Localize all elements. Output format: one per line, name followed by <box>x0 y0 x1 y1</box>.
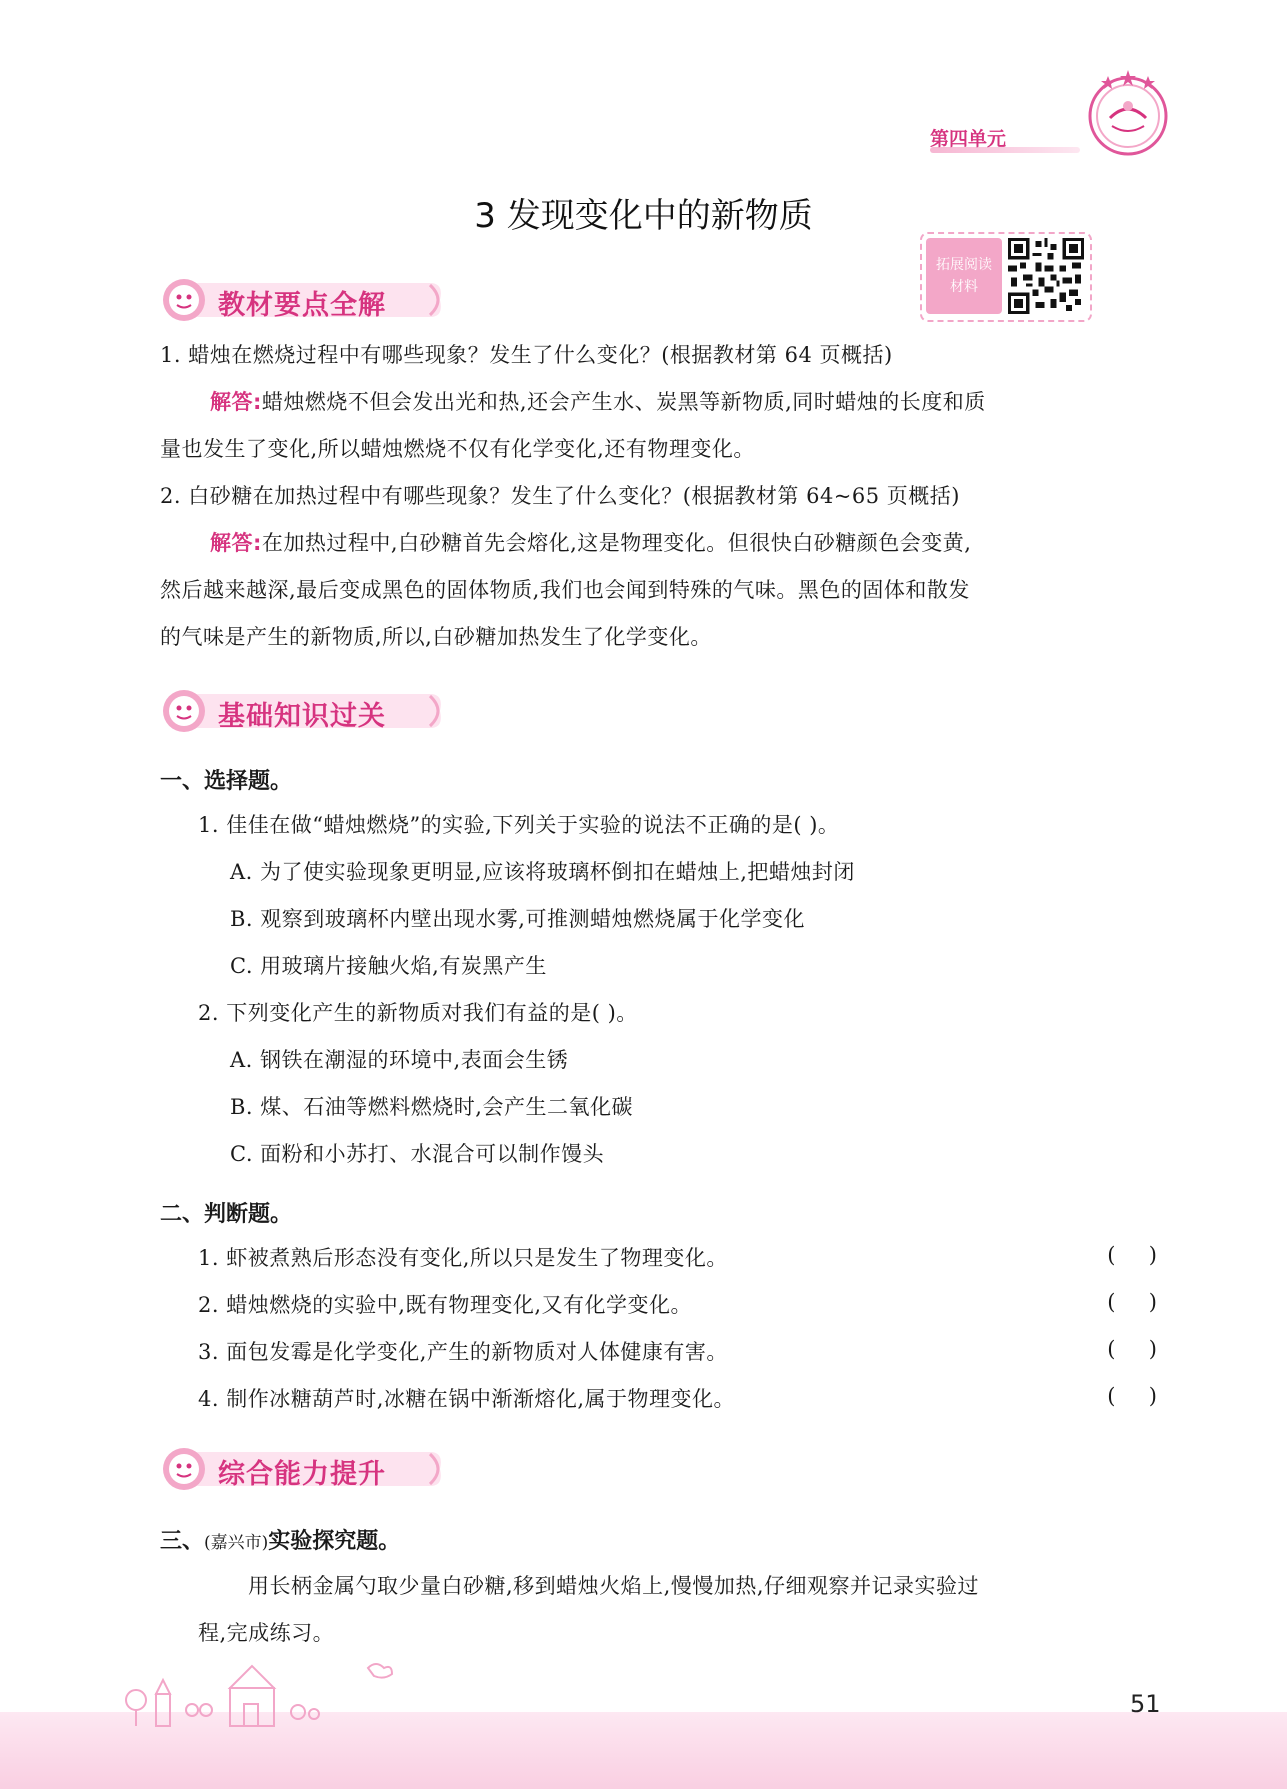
judge-answer-4[interactable]: ( ) <box>1107 1384 1157 1408</box>
point-question-2: 2. 白砂糖在加热过程中有哪些现象？发生了什么变化？(根据教材第 64~65 页概括) <box>160 484 960 508</box>
section-header-1 <box>160 277 450 323</box>
judge-item-3: 3. 面包发霉是化学变化,产生的新物质对人体健康有害。 <box>198 1340 728 1364</box>
section-title-3: 综合能力提升 <box>218 1459 386 1490</box>
section-title-1: 教材要点全解 <box>218 290 386 321</box>
choice-question-1: 1. 佳佳在做“蜡烛燃烧”的实验,下列关于实验的说法不正确的是( )。 <box>198 813 840 837</box>
experiment-heading-prefix: 三、 <box>160 1529 205 1554</box>
qr-code-icon[interactable] <box>1008 238 1084 314</box>
choice-option-1a[interactable]: A. 为了使实验现象更明显,应该将玻璃杯倒扣在蜡烛上,把蜡烛封闭 <box>230 860 855 884</box>
experiment-heading-suffix: 实验探究题。 <box>268 1529 401 1554</box>
answer-key: 解答: <box>210 531 262 555</box>
judge-answer-2[interactable]: ( ) <box>1107 1290 1157 1314</box>
judge-answer-1[interactable]: ( ) <box>1107 1243 1157 1267</box>
choice-option-2b[interactable]: B. 煤、石油等燃料燃烧时,会产生二氧化碳 <box>230 1095 633 1119</box>
point-answer-1-line-2: 量也发生了变化,所以蜡烛燃烧不仅有化学变化,还有物理变化。 <box>160 437 755 461</box>
unit-label: 第四单元 <box>930 128 1007 150</box>
choice-option-1c[interactable]: C. 用玻璃片接触火焰,有炭黑产生 <box>230 954 547 978</box>
section-header-3 <box>160 1446 450 1492</box>
answer-text: 在加热过程中,白砂糖首先会熔化,这是物理变化。但很快白砂糖颜色会变黄, <box>261 531 972 555</box>
section-title-2: 基础知识过关 <box>218 701 386 732</box>
judge-heading: 二、判断题。 <box>160 1202 293 1227</box>
point-answer-2-line-2: 然后越来越深,最后变成黑色的固体物质,我们也会闻到特殊的气味。黑色的固体和散发 <box>160 578 970 602</box>
choice-option-2a[interactable]: A. 钢铁在潮湿的环境中,表面会生锈 <box>230 1048 569 1072</box>
answer-key: 解答: <box>210 390 262 414</box>
point-answer-2-line-1 <box>210 528 971 558</box>
point-question-1: 1. 蜡烛在燃烧过程中有哪些现象？发生了什么变化？(根据教材第 64 页概括) <box>160 343 893 367</box>
castle-decoration-icon <box>118 1648 438 1728</box>
judge-item-1: 1. 虾被煮熟后形态没有变化,所以只是发生了物理变化。 <box>198 1246 728 1270</box>
point-answer-2-line-3: 的气味是产生的新物质,所以,白砂糖加热发生了化学变化。 <box>160 625 712 649</box>
judge-answer-3[interactable]: ( ) <box>1107 1337 1157 1361</box>
choice-option-1b[interactable]: B. 观察到玻璃杯内壁出现水雾,可推测蜡烛燃烧属于化学变化 <box>230 907 805 931</box>
experiment-heading <box>160 1524 400 1555</box>
choice-heading: 一、选择题。 <box>160 769 293 794</box>
answer-text: 蜡烛燃烧不但会发出光和热,还会产生水、炭黑等新物质,同时蜡烛的长度和质 <box>261 390 986 414</box>
brand-logo <box>1072 66 1184 158</box>
judge-item-4: 4. 制作冰糖葫芦时,冰糖在锅中渐渐熔化,属于物理变化。 <box>198 1387 736 1411</box>
judge-item-2: 2. 蜡烛燃烧的实验中,既有物理变化,又有化学变化。 <box>198 1293 693 1317</box>
section-header-2 <box>160 688 450 734</box>
qr-label-line2: 材料 <box>950 279 978 295</box>
experiment-region: (嘉兴市) <box>204 1533 269 1553</box>
experiment-line-1: 用长柄金属勺取少量白砂糖,移到蜡烛火焰上,慢慢加热,仔细观察并记录实验过 <box>248 1574 980 1598</box>
choice-option-2c[interactable]: C. 面粉和小苏打、水混合可以制作馒头 <box>230 1142 605 1166</box>
page-number: 51 <box>1130 1690 1161 1718</box>
qr-label[interactable] <box>926 238 1002 314</box>
point-answer-1-line-1 <box>210 387 986 417</box>
qr-label-line1: 拓展阅读 <box>936 257 992 273</box>
choice-question-2: 2. 下列变化产生的新物质对我们有益的是( )。 <box>198 1001 638 1025</box>
page-title: 3 发现变化中的新物质 <box>474 196 813 236</box>
experiment-line-2: 程,完成练习。 <box>198 1621 335 1645</box>
